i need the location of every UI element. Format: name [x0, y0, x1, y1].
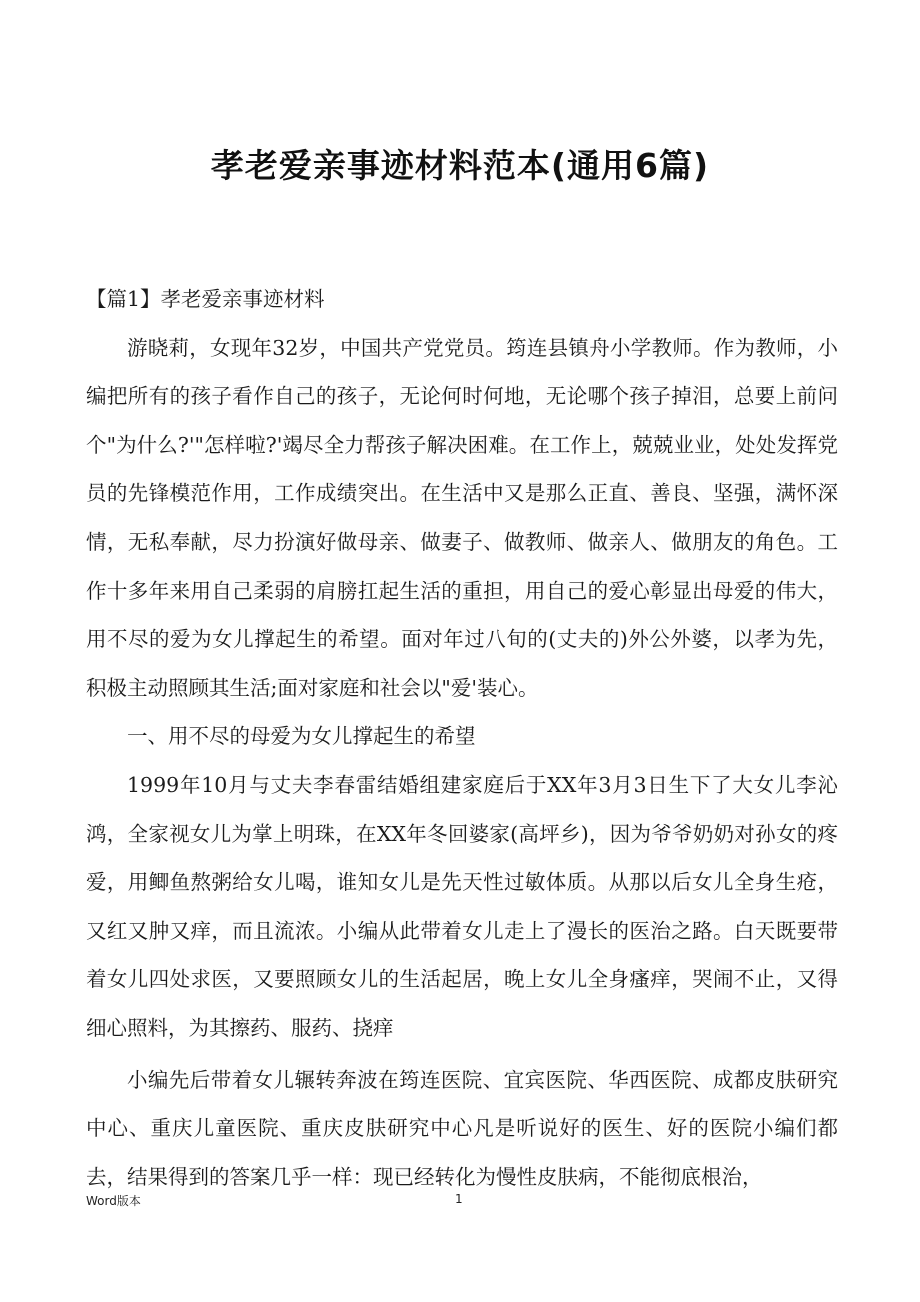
- paragraph: 游晓莉，女现年32岁，中国共产党党员。筠连县镇舟小学教师。作为教师，小编把所有的孩子看作自己的孩子，无论何时何地，无论哪个孩子掉泪，总要上前问个"为什么?'"怎样啦?'竭尽全力帮孩子解决困难。在工作上，兢兢业业，处处发挥党员的先锋模范作用，工作成绩突出。在生活中又是那么正直、善良、坚强，满怀深情，无私奉献，尽力扮演好做母亲、做妻子、做教师、做亲人、做朋友的角色。工作十多年来用自己柔弱的肩膀扛起生活的重担，用自己的爱心彰显出母爱的伟大，用不尽的爱为女儿撑起生的希望。面对年过八旬的(丈夫的)外公外婆，以孝为先，积极主动照顾其生活;面对家庭和社会以"爱'装心。: [86, 335, 838, 700]
- paragraph: 小编先后带着女儿辗转奔波在筠连医院、宜宾医院、华西医院、成都皮肤研究中心、重庆儿童医院、重庆皮肤研究中心凡是听说好的医生、好的医院小编们都去，结果得到的答案几乎一样：现已经转化为慢性皮肤病，不能彻底根治，: [86, 1067, 838, 1189]
- paragraph: 1999年10月与丈夫李春雷结婚组建家庭后于XX年3月3日生下了大女儿李沁鸿，全家视女儿为掌上明珠，在XX年冬回婆家(高坪乡)，因为爷爷奶奶对孙女的疼爱，用鲫鱼熬粥给女儿喝，谁知女儿是先天性过敏体质。从那以后女儿全身生疮，又红又肿又痒，而且流浓。小编从此带着女儿走上了漫长的医治之路。白天既要带着女儿四处求医，又要照顾女儿的生活起居，晚上女儿全身瘙痒，哭闹不止，又得细心照料，为其擦药、服药、挠痒: [86, 772, 838, 1040]
- footer-version-label: Word版本: [86, 1194, 141, 1208]
- section-heading: 【篇1】孝老爱亲事迹材料: [86, 287, 325, 311]
- document-title: 孝老爱亲事迹材料范本(通用6篇): [210, 146, 710, 185]
- page-number: 1: [455, 1192, 463, 1206]
- document-body: [86, 275, 838, 1201]
- subsection-heading: 一、用不尽的母爱为女儿撑起生的希望: [127, 724, 476, 749]
